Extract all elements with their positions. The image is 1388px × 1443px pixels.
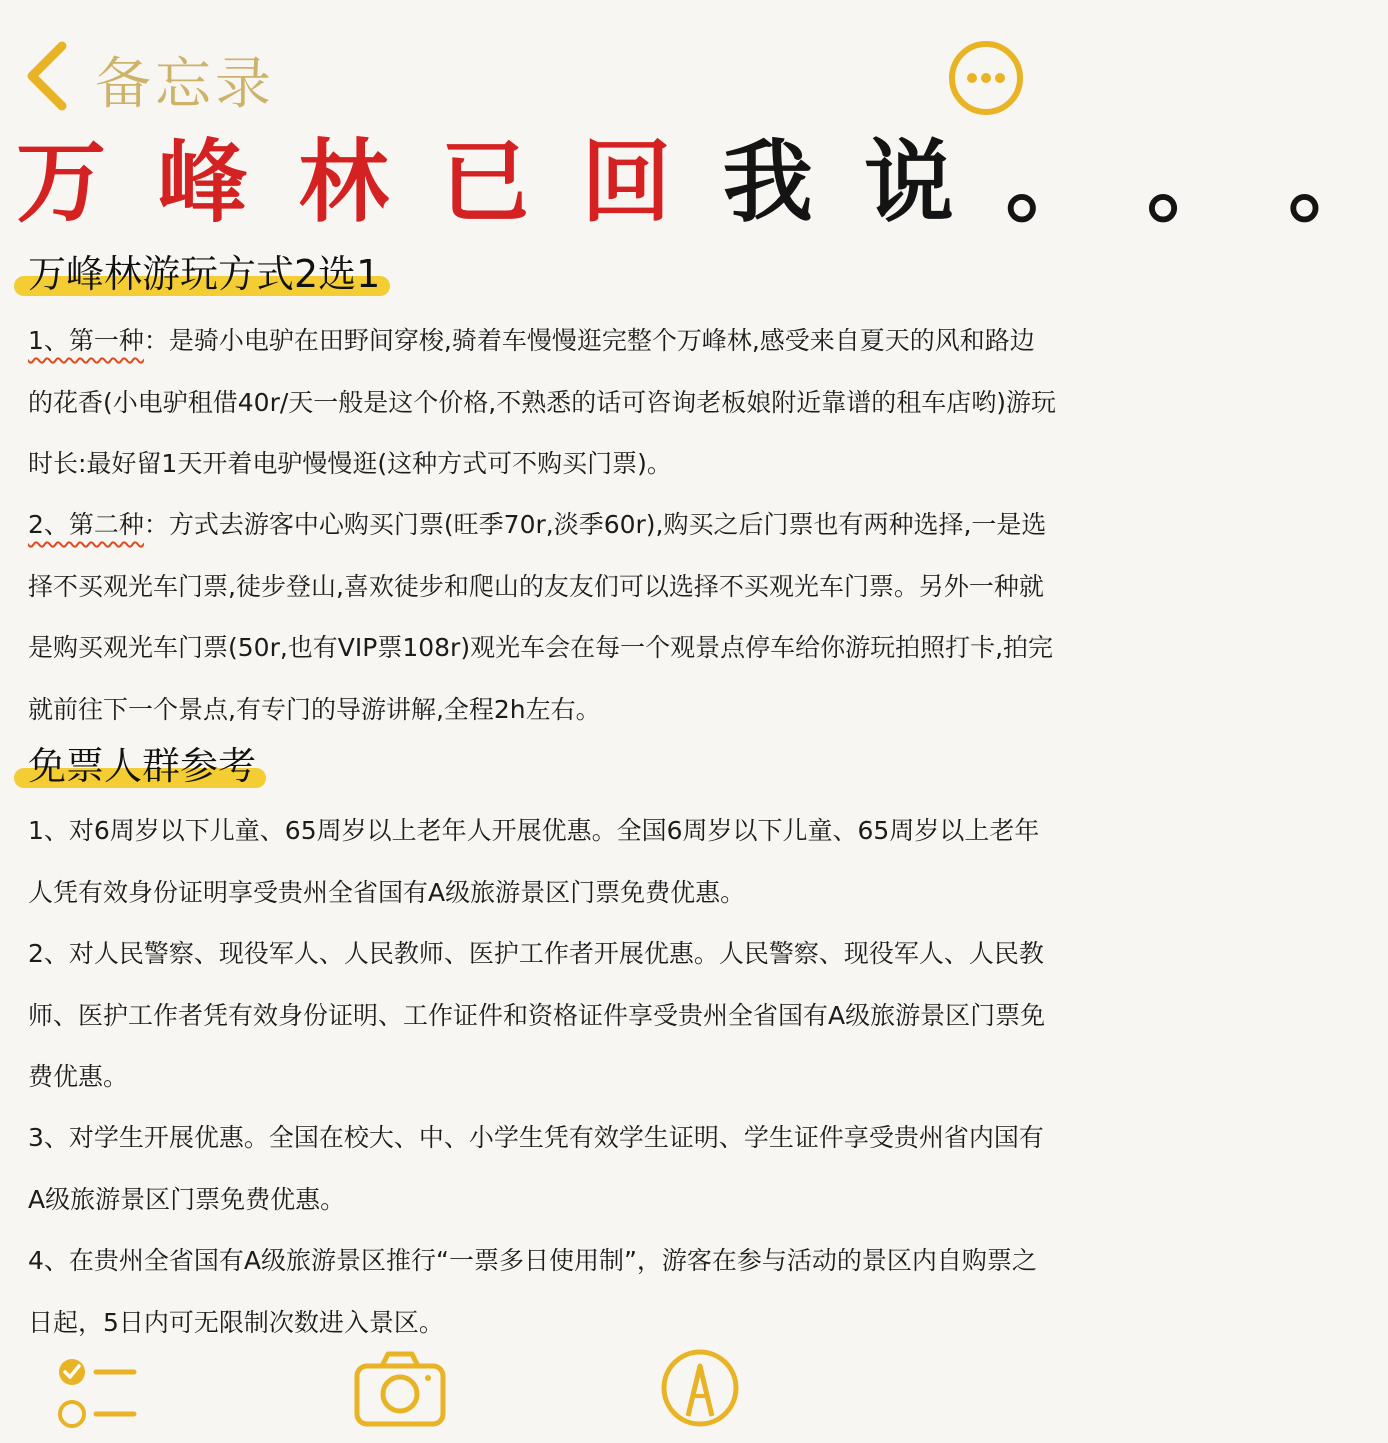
checklist-button[interactable] — [54, 1348, 140, 1434]
back-button[interactable] — [22, 40, 72, 112]
play-mode-2-label: 2、第二种 — [28, 510, 144, 539]
free-ticket-item-4: 4、在贵州全省国有A级旅游景区推行“一票多日使用制”，游客在参与活动的景区内自购票之日起，5日内可无限制次数进入景区。 — [28, 1246, 1037, 1337]
free-ticket-item-3: 3、对学生开展优惠。全国在校大、中、小学生凭有效学生证明、学生证件享受贵州省内国有A级旅游景区门票免费优惠。 — [28, 1123, 1044, 1214]
camera-icon — [352, 1346, 448, 1432]
more-button[interactable] — [946, 38, 1026, 118]
play-mode-2-text: ：方式去游客中心购买门票(旺季70r,淡季60r),购买之后门票也有两种选择,一是选择不买观光车门票,徒步登山,喜欢徒步和爬山的友友们可以选择不买观光车门票。另外一种就是购买观光车门票(50r,也有VIP票108r)观光车会在每一个观景点停车给你游玩拍照打卡,拍完就前往下一个景点,有专门的导游讲解,全程2h左右。 — [28, 510, 1054, 724]
play-mode-1-text: ：是骑小电驴在田野间穿梭,骑着车慢慢逛完整个万峰林,感受来自夏天的风和路边的花香(小电驴租借40r/天一般是这个价格,不熟悉的话可咨询老板娘附近靠谱的租车店哟)游玩时长:最好留1天开着电驴慢慢逛(这种方式可不购买门票)。 — [28, 326, 1056, 478]
section-heading-play-modes — [14, 248, 390, 300]
chevron-left-icon — [22, 40, 72, 112]
more-dots-icon — [946, 38, 1026, 118]
play-mode-1-label: 1、第一种 — [28, 326, 144, 355]
checklist-icon — [54, 1348, 140, 1434]
headline-black: 我 说 。 。 。 — [722, 130, 1388, 235]
nav-bar — [0, 0, 1080, 130]
markup-button[interactable] — [658, 1346, 742, 1430]
bottom-toolbar — [0, 1340, 1080, 1443]
section-heading-free-tickets — [14, 740, 266, 792]
camera-button[interactable] — [352, 1346, 448, 1432]
play-mode-1 — [28, 310, 1058, 495]
pen-markup-icon — [658, 1346, 742, 1430]
play-mode-2 — [28, 494, 1058, 740]
free-ticket-item-1: 1、对6周岁以下儿童、65周岁以上老年人开展优惠。全国6周岁以下儿童、65周岁以上老年人凭有效身份证明享受贵州全省国有A级旅游景区门票免费优惠。 — [28, 816, 1040, 907]
headline — [16, 128, 1388, 238]
nav-title: 备忘录 — [95, 52, 275, 117]
section-heading-text: 免票人群参考 — [28, 744, 257, 788]
headline-red: 万 峰 林 已 回 — [16, 130, 682, 235]
free-ticket-item-2: 2、对人民警察、现役军人、人民教师、医护工作者开展优惠。人民警察、现役军人、人民教师、医护工作者凭有效身份证明、工作证件和资格证件享受贵州全省国有A级旅游景区门票免费优惠。 — [28, 939, 1046, 1091]
section-heading-text: 万峰林游玩方式2选1 — [28, 252, 381, 296]
